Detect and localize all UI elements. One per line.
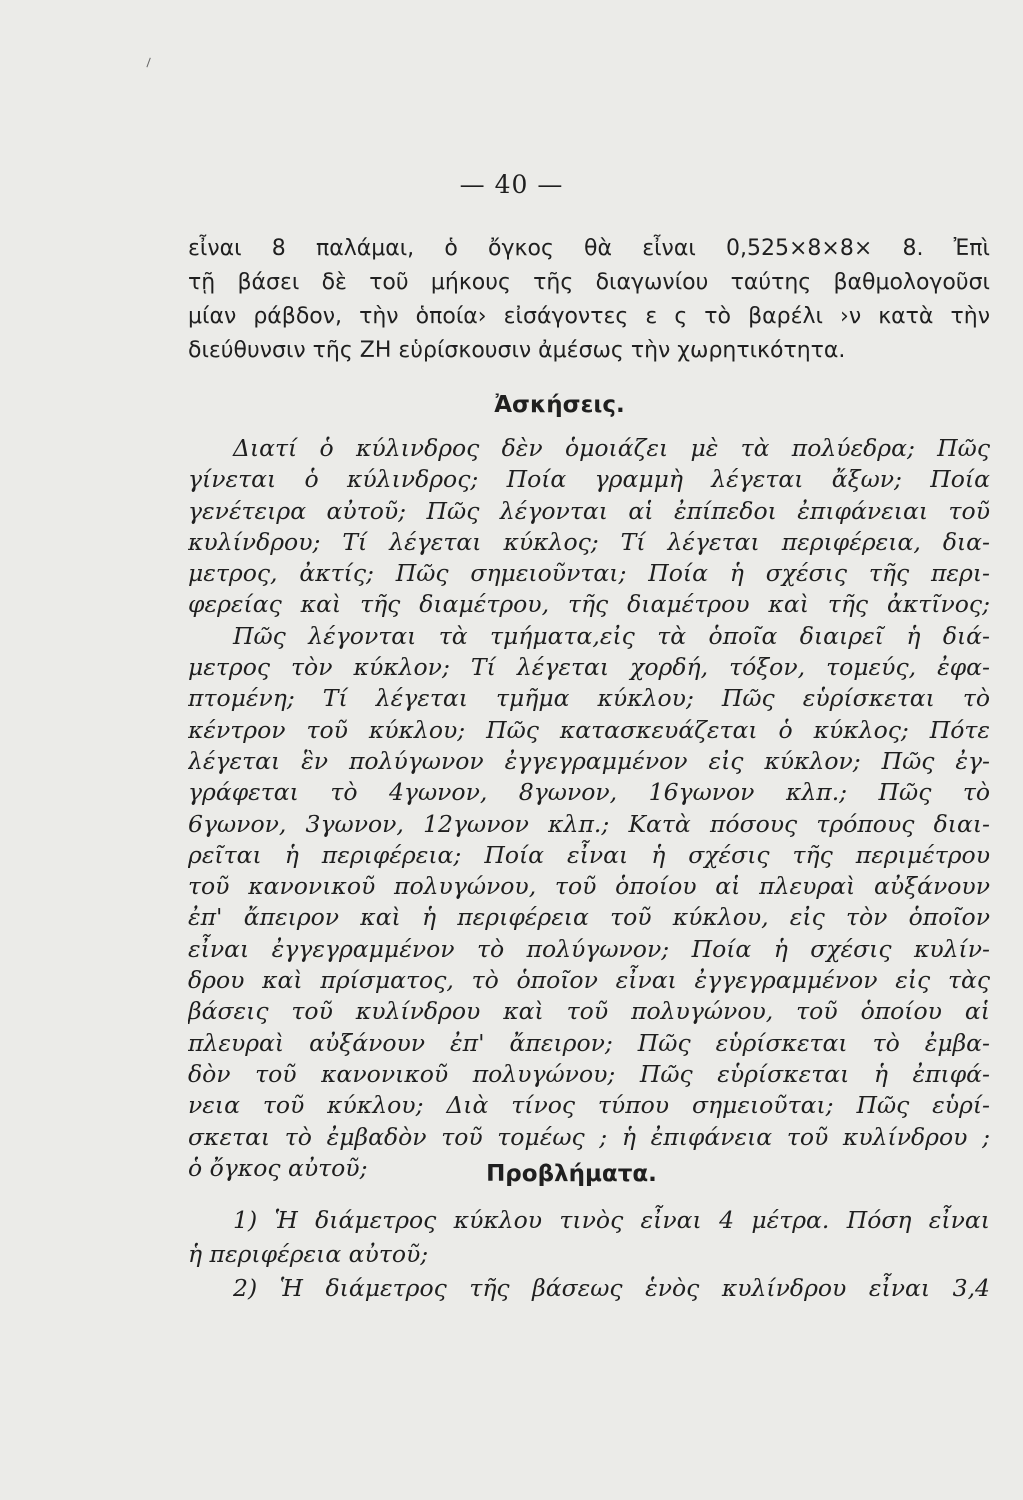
- text-line: πτομένη; Τί λέγεται τμῆμα κύκλου; Πῶς εὑρίσκεται τὸ: [188, 684, 990, 713]
- text-line: βάσεις τοῦ κυλίνδρου καὶ τοῦ πολυγώνου, τοῦ ὁποίου αἱ: [188, 997, 990, 1026]
- text-line: 6γωνον, 3γωνον, 12γωνον κλπ.; Κατὰ πόσους τρόπους διαι-: [188, 809, 990, 838]
- text-line: κυλίνδρου; Τί λέγεται κύκλος; Τί λέγεται περιφέρεια, δια-: [188, 527, 990, 556]
- text-line: δρου καὶ πρίσματος, τὸ ὁποῖον εἶναι ἐγγεγραμμένον εἰς τὰς: [188, 966, 990, 995]
- text-line: δὸν τοῦ κανονικοῦ πολυγώνου; Πῶς εὑρίσκεται ἡ ἐπιφά-: [188, 1059, 990, 1088]
- text-line: γράφεται τὸ 4γωνον, 8γωνον, 16γωνον κλπ.; Πῶς τὸ: [188, 778, 990, 807]
- text-line: εἶναι ἐγγεγραμμένον τὸ πολύγωνον; Ποία ἡ σχέσις κυλίν-: [188, 934, 990, 963]
- exercises-paragraph: [188, 433, 990, 1184]
- problems-heading: Προβλήματα.: [486, 1161, 657, 1187]
- text-line: τῇ βάσει δὲ τοῦ μήκους τῆς διαγωνίου ταύτης βαθμολογοῦσι: [188, 270, 990, 295]
- text-line: φερείας καὶ τῆς διαμέτρου, τῆς διαμέτρου καὶ τῆς ἀκτῖνος;: [188, 590, 990, 619]
- text-line: νεια τοῦ κύκλου; Διὰ τίνος τύπου σημειοῦται; Πῶς εὑρί-: [188, 1091, 990, 1120]
- text-line: ρεῖται ἡ περιφέρεια; Ποία εἶναι ἡ σχέσις τῆς περιμέτρου: [188, 840, 990, 869]
- text-line: μετρος, ἀκτίς; Πῶς σημειοῦνται; Ποία ἡ σχέσις τῆς περι-: [188, 559, 990, 588]
- problem-line: 2) Ἡ διάμετρος τῆς βάσεως ἑνὸς κυλίνδρου εἶναι 3,4: [233, 1274, 990, 1302]
- exercises-heading: Ἀσκήσεις.: [494, 392, 625, 418]
- problem-line: 1) Ἡ διάμετρος κύκλου τινὸς εἶναι 4 μέτρα. Πόση εἶναι: [233, 1206, 990, 1234]
- problem-line: ἡ περιφέρεια αὐτοῦ;: [188, 1240, 429, 1268]
- text-line: πλευραὶ αὐξάνουν ἐπ' ἄπειρον; Πῶς εὑρίσκεται τὸ ἐμβα-: [188, 1028, 990, 1057]
- text-line: κέντρον τοῦ κύκλου; Πῶς κατασκευάζεται ὁ κύκλος; Πότε: [188, 715, 990, 744]
- text-line: σκεται τὸ ἐμβαδὸν τοῦ τομέως ; ἡ ἐπιφάνεια τοῦ κυλίνδρου ;: [188, 1122, 990, 1151]
- text-line: Πῶς λέγονται τὰ τμήματα,εἰς τὰ ὁποῖα διαιρεῖ ἡ διά-: [233, 621, 990, 650]
- margin-mark: [146, 58, 153, 69]
- text-line: γενέτειρα αὐτοῦ; Πῶς λέγονται αἱ ἐπίπεδοι ἐπιφάνειαι τοῦ: [188, 496, 990, 525]
- text-line: λέγεται ἓν πολύγωνον ἐγγεγραμμένον εἰς κύκλον; Πῶς ἐγ-: [188, 746, 990, 775]
- page-number: — 40 —: [459, 170, 564, 199]
- text-line: μίαν ράβδον, τὴν ὁποία› εἰσάγοντες ε ς τὸ βαρέλι ›ν κατὰ τὴν: [188, 304, 990, 329]
- text-line: ἐπ' ἄπειρον καὶ ἡ περιφέρεια τοῦ κύκλου, εἰς τὸν ὁποῖον: [188, 903, 990, 932]
- text-line: διεύθυνσιν τῆς ΖΗ εὑρίσκουσιν ἀμέσως τὴν χωρητικότητα.: [188, 338, 846, 363]
- text-line: Διατί ὁ κύλινδρος δὲν ὁμοιάζει μὲ τὰ πολύεδρα; Πῶς: [233, 434, 990, 462]
- text-line: ὁ ὄγκος αὐτοῦ;: [188, 1153, 368, 1182]
- problems-list: [188, 1203, 990, 1305]
- intro-paragraph: [188, 232, 990, 368]
- text-line: εἶναι 8 παλάμαι, ὁ ὄγκος θὰ εἶναι 0,525×8×8× 8. Ἐπὶ: [188, 236, 990, 261]
- text-line: γίνεται ὁ κύλινδρος; Ποία γραμμὴ λέγεται ἄξων; Ποία: [188, 465, 990, 494]
- text-line: μετρος τὸν κύκλον; Τί λέγεται χορδή, τόξον, τομεύς, ἐφα-: [188, 653, 990, 682]
- text-line: τοῦ κανονικοῦ πολυγώνου, τοῦ ὁποίου αἱ πλευραὶ αὐξάνουν: [188, 872, 990, 901]
